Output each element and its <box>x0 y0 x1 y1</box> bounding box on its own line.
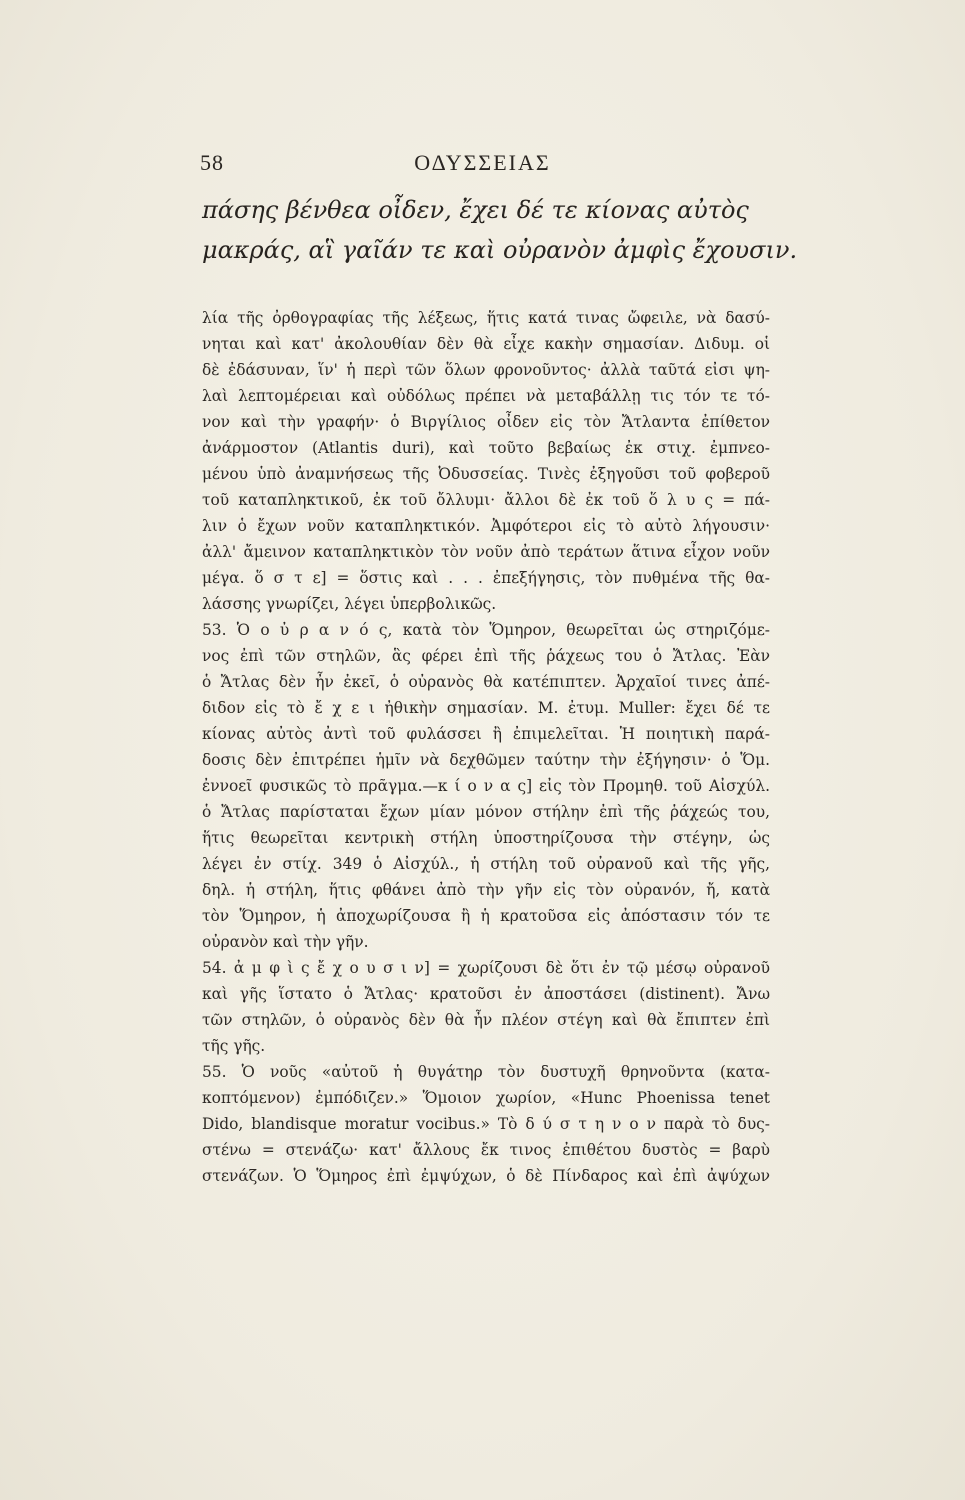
commentary-line: καὶ γῆς ἵστατο ὁ Ἄτλας· κρατοῦσι ἐν ἀποστάσει (distinent). Ἄνω <box>202 985 770 1003</box>
verse-block <box>202 190 798 270</box>
commentary-line: οὐρανὸν καὶ τὴν γῆν. <box>202 933 369 951</box>
commentary-line: λιν ὁ ἔχων νοῦν καταπληκτικόν. Ἀμφότεροι εἰς τὸ αὐτὸ λήγουσιν· <box>202 517 770 535</box>
commentary-line: δηλ. ἡ στήλη, ἥτις φθάνει ἀπὸ τὴν γῆν εἰς τὸν οὐρανόν, ἤ, κατὰ <box>202 881 770 899</box>
commentary-line: 54. ἀ μ φ ὶ ς ἔ χ ο υ σ ι ν] = χωρίζουσι δὲ ὅτι ἐν τῷ μέσῳ οὐρανοῦ <box>202 959 770 977</box>
commentary-line: τῶν στηλῶν, ὁ οὐρανὸς δὲν θὰ ἦν πλέον στέγη καὶ θὰ ἔπιπτεν ἐπὶ <box>202 1011 770 1029</box>
commentary-line: κίονας αὐτὸς ἀντὶ τοῦ φυλάσσει ἢ ἐπιμελεῖται. Ἡ ποιητικὴ παρά- <box>202 725 770 743</box>
commentary-block <box>202 305 770 1189</box>
commentary-line: διδον εἰς τὸ ἔ χ ε ι ἠθικὴν σημασίαν. Μ. ἐτυμ. Muller: ἔχει δέ τε <box>202 699 770 717</box>
commentary-line: λία τῆς ὀρθογραφίας τῆς λέξεως, ἥτις κατά τινας ὤφειλε, νὰ δασύ- <box>202 309 770 327</box>
commentary-line: στενάζων. Ὁ Ὅμηρος ἐπὶ ἐμψύχων, ὁ δὲ Πίνδαρος καὶ ἐπὶ ἀψύχων <box>202 1167 770 1185</box>
commentary-line: στένω = στενάζω· κατ' ἄλλους ἔκ τινος ἐπιθέτου δυστὸς = βαρὺ <box>202 1141 770 1159</box>
running-title: ΟΔΥΣΣΕΙΑΣ <box>414 150 551 175</box>
commentary-line: ὁ Ἄτλας δὲν ἦν ἐκεῖ, ὁ οὐρανὸς θὰ κατέπιπτεν. Ἀρχαῖοί τινες ἀπέ- <box>202 673 770 691</box>
commentary-line: 53. Ὁ ο ὐ ρ α ν ό ς, κατὰ τὸν Ὅμηρον, θεωρεῖται ὡς στηριζόμε- <box>202 621 770 639</box>
verse-line: πάσης βένθεα οἶδεν, ἔχει δέ τε κίονας αὐτὸς <box>202 196 749 224</box>
commentary-line: Dido, blandisque moratur vocibus.» Τὸ δ ύ σ τ η ν ο ν παρὰ τὸ δυς- <box>202 1115 770 1133</box>
commentary-line: δοσις δὲν ἐπιτρέπει ἡμῖν νὰ δεχθῶμεν ταύτην τὴν ἐξήγησιν· ὁ Ὅμ. <box>202 751 770 769</box>
commentary-line: μένου ὑπὸ ἀναμνήσεως τῆς Ὀδυσσείας. Τινὲς ἐξηγοῦσι τοῦ φοβεροῦ <box>202 465 770 483</box>
page-header <box>200 150 765 180</box>
commentary-line: μέγα. ὅ σ τ ε] = ὅστις καὶ . . . ἐπεξήγησις, τὸν πυθμένα τῆς θα- <box>202 569 770 587</box>
commentary-line: νον καὶ τὴν γραφήν· ὁ Βιργίλιος οἶδεν εἰς τὸν Ἄτλαντα ἐπίθετον <box>202 413 770 431</box>
commentary-line: τῆς γῆς. <box>202 1037 266 1055</box>
commentary-line: νηται καὶ κατ' ἀκολουθίαν δὲν θὰ εἶχε κακὴν σημασίαν. Διδυμ. οἱ <box>202 335 770 353</box>
commentary-line: ὁ Ἄτλας παρίσταται ἔχων μίαν μόνον στήλην ἐπὶ τῆς ῥάχεώς του, <box>202 803 770 821</box>
commentary-line: 55. Ὁ νοῦς «αὐτοῦ ἡ θυγάτηρ τὸν δυστυχῆ θρηνοῦντα (κατα- <box>202 1063 770 1081</box>
page-number: 58 <box>200 150 224 175</box>
commentary-line: λαὶ λεπτομέρειαι καὶ οὐδόλως πρέπει νὰ μεταβάλλῃ τις τόν τε τό- <box>202 387 770 405</box>
commentary-line: δὲ ἐδάσυναν, ἵν' ἡ περὶ τῶν ὅλων φρονοῦντος· ἀλλὰ ταῦτά εἰσι ψη- <box>202 361 770 379</box>
commentary-line: λάσσης γνωρίζει, λέγει ὑπερβολικῶς. <box>202 595 497 613</box>
commentary-line: ἥτις θεωρεῖται κεντρικὴ στήλη ὑποστηρίζουσα τὴν στέγην, ὡς <box>202 829 770 847</box>
commentary-line: νος ἐπὶ τῶν στηλῶν, ἃς φέρει ἐπὶ τῆς ῥάχεως του ὁ Ἄτλας. Ἐὰν <box>202 647 770 665</box>
commentary-line: κοπτόμενον) ἐμπόδιζεν.» Ὅμοιον χωρίον, «Hunc Phoenissa tenet <box>202 1089 770 1107</box>
commentary-line: τοῦ καταπληκτικοῦ, ἐκ τοῦ ὄλλυμι· ἄλλοι δὲ ἐκ τοῦ ὅ λ υ ς = πά- <box>202 491 770 509</box>
commentary-line: λέγει ἐν στίχ. 349 ὁ Αἰσχύλ., ἡ στήλη τοῦ οὐρανοῦ καὶ τῆς γῆς, <box>202 855 770 873</box>
commentary-line: ἀνάρμοστον (Atlantis duri), καὶ τοῦτο βεβαίως ἐκ στιχ. ἐμπνεο- <box>202 439 770 457</box>
commentary-line: ἀλλ' ἄμεινον καταπληκτικὸν τὸν νοῦν ἀπὸ τεράτων ἅτινα εἶχον νοῦν <box>202 543 770 561</box>
verse-line: μακράς, αἳ γαῖάν τε καὶ οὐρανὸν ἀμφὶς ἔχουσιν. <box>202 236 798 264</box>
commentary-line: ἐννοεῖ φυσικῶς τὸ πρᾶγμα.—κ ί ο ν α ς] εἰς τὸν Προμηθ. τοῦ Αἰσχύλ. <box>202 777 770 795</box>
commentary-line: τὸν Ὅμηρον, ἡ ἀποχωρίζουσα ἢ ἡ κρατοῦσα εἰς ἀπόστασιν τόν τε <box>202 907 770 925</box>
